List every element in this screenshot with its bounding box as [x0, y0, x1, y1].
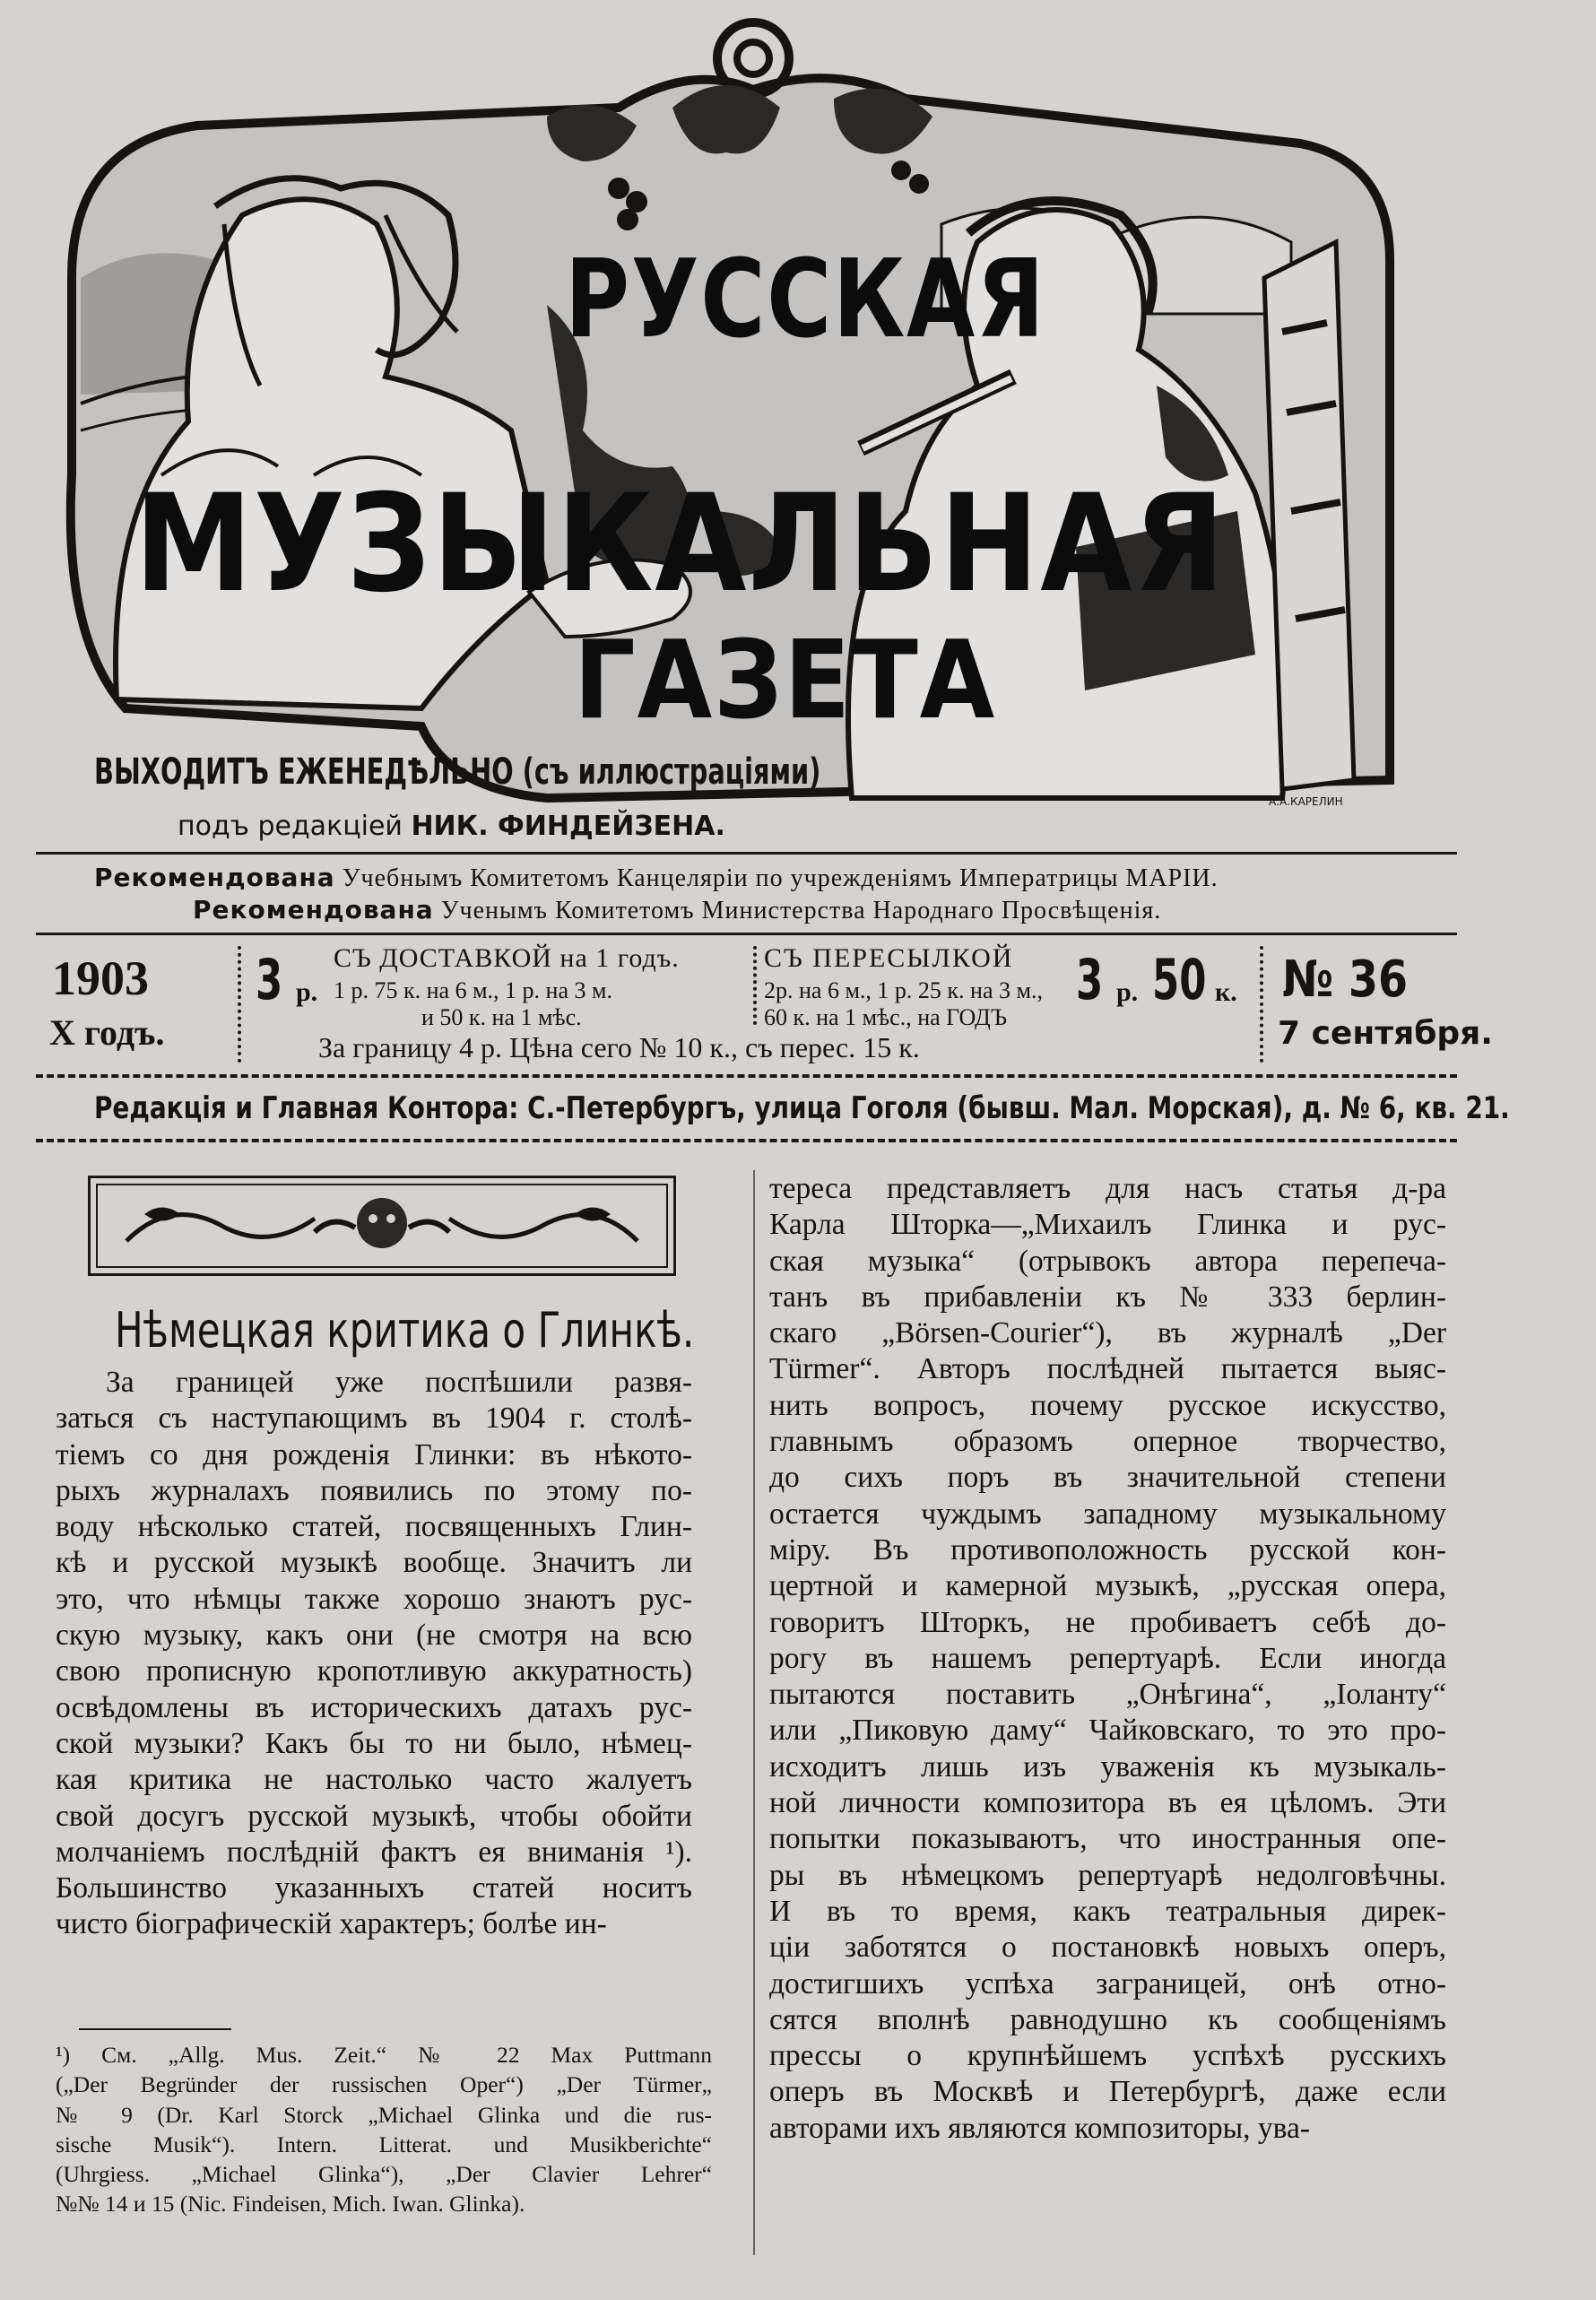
- post-title: СЪ ПЕРЕСЫЛКОЙ: [764, 943, 1014, 973]
- masthead-illustration: [45, 9, 1417, 816]
- recommendation-2: [193, 895, 1161, 925]
- editor-prefix: подъ редакціей: [178, 811, 403, 842]
- post-price-kopecks-unit: к.: [1215, 977, 1237, 1007]
- recommendation-text: Ученымъ Комитетомъ Министерства Народнаго Просвѣщенія.: [440, 897, 1162, 924]
- text-line: молчаніемъ послѣдній фактъ ея вниманія ¹).: [56, 1835, 692, 1869]
- office-address: Редакція и Главная Контора: С.-Петербургъ, улица Гоголя (бывш. Мал. Морская), д. № 6, кв. 21.: [94, 1090, 1510, 1126]
- text-line: ская музыка“ (отрывокъ автора перепеча-: [769, 1244, 1446, 1278]
- issue-date: 7 сентября.: [1278, 1015, 1493, 1052]
- text-line: чисто біографическій характеръ; болѣе ин-: [56, 1907, 607, 1941]
- delivery-terms: 1 р. 75 к. на 6 м., 1 р. на 3 м.: [334, 977, 612, 1003]
- text-line: кая критика не настолько часто жалуетъ: [56, 1763, 692, 1797]
- text-line: пытаются поставить „Онѣгина“, „Іоланту“: [769, 1678, 1446, 1712]
- text-line: попытки показываютъ, что иностранныя опе-: [769, 1822, 1446, 1856]
- divider-dots: [753, 946, 757, 1025]
- text-line: рыхъ журналахъ появились по этому по-: [56, 1473, 692, 1507]
- masthead-subtitle: ВЫХОДИТЪ ЕЖЕНЕДѢЛЬНО (съ иллюстраціями): [94, 751, 821, 793]
- text-line: тереса представляетъ для насъ статья д-ра: [769, 1172, 1446, 1205]
- text-line: Карла Шторка—„Михаилъ Глинка и рус-: [769, 1208, 1446, 1242]
- text-line: остается чуждымъ западному музыкальному: [769, 1497, 1446, 1531]
- abroad-price: За границу 4 р. Цѣна сего № 10 к., съ перес. 15 к.: [318, 1031, 920, 1063]
- text-line: №№ 14 и 15 (Nic. Findeisen, Mich. Iwan. Glinka).: [56, 2191, 525, 2218]
- ornament-artwork: [91, 1178, 673, 1273]
- article-column-1: [56, 1365, 692, 1943]
- text-line: ¹) См. „Allg. Mus. Zeit.“ № 22 Max Puttmann: [56, 2042, 712, 2068]
- divider-dots: [1260, 946, 1263, 1063]
- editor-name: НИК. ФИНДЕЙЗЕНА.: [411, 811, 725, 842]
- text-line: За границей уже поспѣшили развя-: [106, 1366, 692, 1399]
- editor-line: [178, 811, 725, 842]
- recommendation-lead: Рекомендована: [193, 895, 434, 924]
- title-line-2: МУЗЫКАЛЬНАЯ: [134, 466, 1227, 622]
- text-line: ной личности композитора въ ея цѣломъ. Эти: [769, 1786, 1446, 1820]
- post-terms-year: 60 к. на 1 мѣс., на ГОДЪ: [764, 1004, 1008, 1030]
- text-line: цертной и камерной музыкѣ, „русская опера,: [769, 1569, 1446, 1603]
- rule-dashed-1: [36, 1074, 1457, 1078]
- delivery-title: СЪ ДОСТАВКОЙ на 1 годъ.: [334, 943, 680, 973]
- year-label: X годъ.: [49, 1012, 165, 1053]
- article-headline: Нѣмецкая критика о Глинкѣ.: [115, 1302, 695, 1358]
- text-line: рогу въ нашемъ репертуарѣ. Если иногда: [769, 1641, 1446, 1675]
- text-line: свой досугъ русской музыкѣ, чтобы обойти: [56, 1799, 692, 1833]
- text-line: sische Musik“). Intern. Litterat. und Musikberichte“: [56, 2131, 712, 2157]
- text-line: (Uhrgiess. „Michael Glinka“), „Der Clavier Lehrer“: [56, 2161, 712, 2188]
- text-line: ціи заботятся о постановкѣ новыхъ оперъ,: [769, 1931, 1446, 1965]
- text-line: говоритъ Шторкъ, не пробиваетъ себѣ до-: [769, 1605, 1446, 1639]
- recommendation-1: [94, 863, 1219, 893]
- text-line: главнымъ образомъ оперное творчество,: [769, 1425, 1446, 1459]
- rule-dashed-2: [36, 1139, 1457, 1142]
- headpiece-ornament: [88, 1176, 676, 1276]
- delivery-price-unit: р.: [296, 977, 318, 1007]
- title-line-3: ГАЗЕТА: [574, 619, 996, 743]
- text-line: освѣдомлены въ историческихъ датахъ рус-: [56, 1690, 692, 1724]
- year: 1903: [52, 951, 149, 1005]
- text-line: авторами ихъ являются композиторы, ува-: [769, 2111, 1311, 2145]
- text-line: („Der Begründer der russischen Oper“) „Der Türmer„: [56, 2071, 712, 2098]
- recommendation-lead: Рекомендована: [94, 863, 335, 892]
- delivery-price: 3: [256, 947, 283, 1012]
- text-line: свою прописную кропотливую аккуратность): [56, 1654, 692, 1688]
- footnote: [56, 2040, 712, 2219]
- text-line: сятся вполнѣ равнодушно къ сообщеніямъ: [769, 2002, 1446, 2036]
- footnote-rule: [79, 2028, 231, 2030]
- text-line: заться съ наступающимъ въ 1904 г. столѣ-: [56, 1402, 692, 1436]
- text-line: до сихъ поръ въ значительной степени: [769, 1461, 1446, 1495]
- delivery-terms-monthly: и 50 к. на 1 мѣс.: [421, 1004, 582, 1030]
- text-line: міру. Въ противоположность русской кон-: [769, 1532, 1446, 1567]
- rule-subscription-top: [36, 933, 1457, 935]
- post-price: 3: [1076, 947, 1104, 1012]
- text-line: воду нѣсколько статей, посвященныхъ Глин-: [56, 1510, 692, 1544]
- column-rule: [753, 1170, 755, 2255]
- text-line: И въ то время, какъ театральныя дирек-: [769, 1894, 1446, 1928]
- text-line: скаго „Börsen-Courier“), въ журналѣ „Der: [769, 1316, 1446, 1350]
- text-line: ской музыки? Какъ бы то ни было, нѣмец-: [56, 1726, 692, 1760]
- text-line: танъ въ прибавленіи къ № 333 берлин-: [769, 1280, 1446, 1314]
- text-line: кѣ и русской музыкѣ вообще. Значитъ ли: [56, 1546, 692, 1580]
- text-line: тіемъ со дня рожденія Глинки: въ нѣкото-: [56, 1437, 692, 1471]
- text-line: Большинство указанныхъ статей носитъ: [56, 1871, 692, 1905]
- artist-signature: А.А.КАРЕЛИН: [1269, 795, 1343, 808]
- text-line: Türmer“. Авторъ послѣдней пытается выяс-: [769, 1352, 1446, 1386]
- post-price-unit: р.: [1116, 977, 1139, 1007]
- text-line: оперъ въ Москвѣ и Петербургѣ, даже если: [769, 2075, 1446, 2109]
- issue-number: № 36: [1282, 950, 1409, 1009]
- text-line: скую музыку, какъ они (не смотря на всю: [56, 1619, 692, 1653]
- text-line: нить вопросъ, почему русское искусство,: [769, 1388, 1446, 1422]
- text-line: или „Пиковую даму“ Чайковскаго, то это про-: [769, 1714, 1446, 1748]
- rule-top: [36, 852, 1457, 855]
- text-line: это, что нѣмцы также хорошо знаютъ рус-: [56, 1582, 692, 1616]
- text-line: прессы о крупнѣйшемъ успѣхѣ русскихъ: [769, 2039, 1446, 2073]
- text-line: достигшихъ успѣха заграницей, онѣ отно-: [769, 1966, 1446, 2001]
- text-line: исходитъ лишь изъ уваженія къ музыкаль-: [769, 1749, 1446, 1784]
- article-column-2: [769, 1171, 1446, 2147]
- post-price-kopecks: 50: [1152, 947, 1207, 1012]
- text-line: ры въ нѣмецкомъ репертуарѣ недолговѣчны.: [769, 1858, 1446, 1892]
- post-terms: 2р. на 6 м., 1 р. 25 к. на 3 м.,: [764, 977, 1043, 1003]
- title-line-1: РУССКАЯ: [565, 238, 1046, 362]
- text-line: № 9 (Dr. Karl Storck „Michael Glinka und die rus-: [56, 2101, 712, 2128]
- recommendation-text: Учебнымъ Комитетомъ Канцеляріи по учрежденіямъ Императрицы МАРІИ.: [342, 864, 1219, 892]
- divider-dots: [238, 946, 241, 1063]
